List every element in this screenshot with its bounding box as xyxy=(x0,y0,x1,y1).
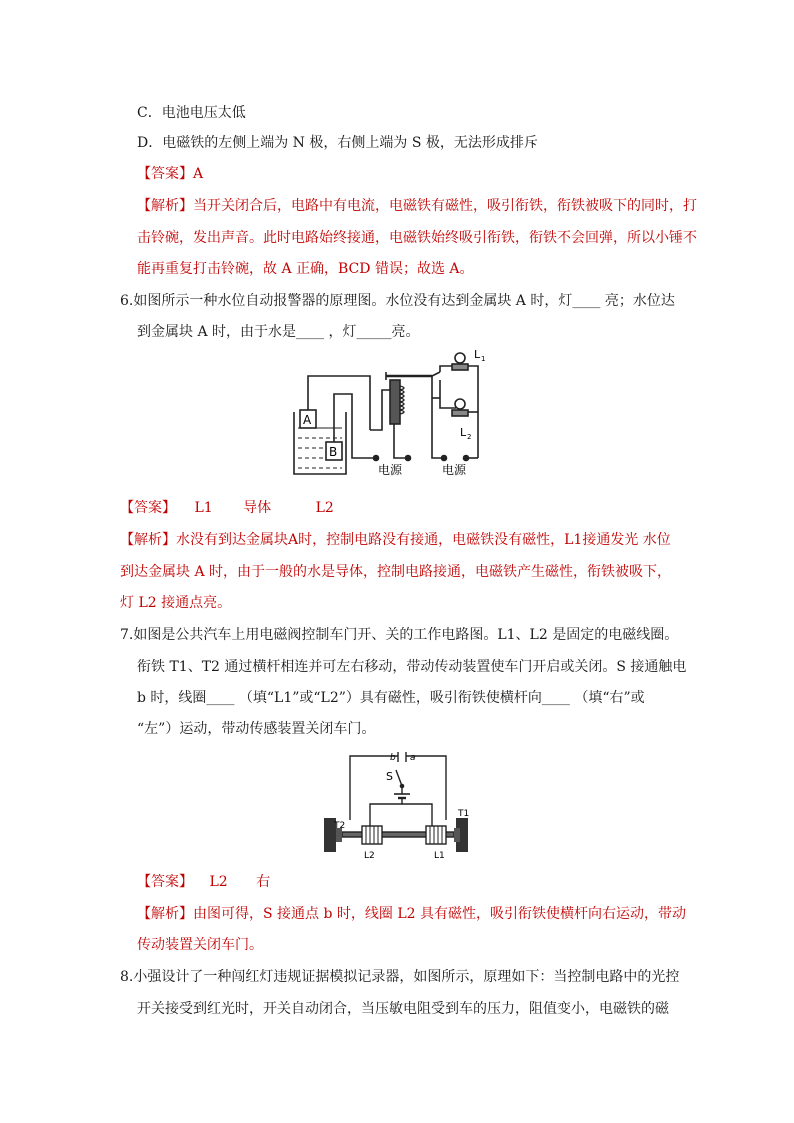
q7-question-line-4: “左”）运动，带动传感装置关闭车门。 xyxy=(137,721,376,737)
label-power-1: 电源 xyxy=(378,463,403,477)
analysis-tag: 【解析】 xyxy=(120,532,176,548)
q7-analysis-line-2: 传动装置关闭车门。 xyxy=(137,937,263,953)
q5-analysis-line-1 xyxy=(137,196,697,216)
analysis-tag: 【解析】 xyxy=(137,198,193,214)
q8-question-line-2: 开关接受到红光时，开关自动闭合，当压敏电阻受到车的压力，阻值变小，电磁铁的磁 xyxy=(137,1001,669,1017)
label-a: a xyxy=(410,753,416,763)
q7-question-line-2: 衔铁 T1、T2 通过横杆相连并可左右移动，带动传动装置使车门开启或关闭。S 接通触电 xyxy=(137,659,687,675)
door-valve-svg xyxy=(320,748,472,862)
analysis-text: 水没有到达金属块A时，控制电路没有接通，电磁铁没有磁性，L1接通发光 水位 xyxy=(176,532,671,548)
label-l2: L2 xyxy=(364,851,375,861)
option-d: D．电磁铁的左侧上端为 N 极，右侧上端为 S 极，无法形成排斥 xyxy=(137,135,538,151)
answer-value: A xyxy=(193,166,204,182)
label-l2: L xyxy=(460,426,467,439)
answer-value-1: L2 xyxy=(209,874,228,890)
q6-analysis-line-2: 到达金属块 A 时，由于一般的水是导体，控制电路接通，电磁铁产生磁性，衔铁被吸下， xyxy=(120,564,672,580)
q5-answer xyxy=(137,164,203,184)
label-l2-sub: 2 xyxy=(467,433,472,441)
q5-analysis-line-2: 击铃碗，发出声音。此时电路始终接通，电磁铁始终吸引衔铁，衔铁不会回弹，所以小锤不 xyxy=(137,230,697,246)
label-l1-sub: 1 xyxy=(481,355,486,363)
q7-analysis-line-1 xyxy=(137,904,686,924)
label-b: B xyxy=(329,445,338,459)
label-t2: T2 xyxy=(334,821,346,831)
q6-analysis-line-1 xyxy=(120,530,671,550)
water-alarm-diagram xyxy=(290,346,490,480)
analysis-tag: 【解析】 xyxy=(137,906,193,922)
option-c: C．电池电压太低 xyxy=(137,105,246,121)
answer-value-2: 导体 xyxy=(243,500,272,516)
q6-question-line-2: 到金属块 A 时，由于水是____ ，灯_____亮。 xyxy=(137,324,420,340)
answer-value-2: 右 xyxy=(256,874,271,890)
q7-answer xyxy=(137,872,270,892)
answer-value-3: L2 xyxy=(315,500,334,516)
q6-answer xyxy=(120,498,334,518)
answer-value-1: L1 xyxy=(194,500,213,516)
answer-tag: 【答案】 xyxy=(120,500,176,516)
q7-question-line-1: 7.如图是公共汽车上用电磁阀控制车门开、关的工作电路图。L1、L2 是固定的电磁线圈。 xyxy=(120,627,679,643)
q7-question-line-3: b 时，线圈____ （填“L1”或“L2”）具有磁性，吸引衔铁使横杆向____ （填“右”或 xyxy=(137,690,645,706)
analysis-text: 由图可得，S 接通点 b 时，线圈 L2 具有磁性，吸引衔铁使横杆向右运动，带动 xyxy=(193,906,687,922)
label-s: S xyxy=(386,770,393,783)
label-power-2: 电源 xyxy=(442,463,467,477)
answer-tag: 【答案】 xyxy=(137,874,193,890)
door-valve-diagram xyxy=(320,748,472,862)
answer-tag: 【答案】 xyxy=(137,166,193,182)
label-a: A xyxy=(303,413,312,427)
q8-question-line-1: 8.小强设计了一种闯红灯违规证据模拟记录器，如图所示，原理如下：当控制电路中的光控 xyxy=(120,969,680,985)
q6-analysis-line-3: 灯 L2 接通点亮。 xyxy=(120,595,232,611)
q6-question-line-1: 6.如图所示一种水位自动报警器的原理图。水位没有达到金属块 A 时，灯____ 亮；水位达 xyxy=(120,293,675,309)
label-l1: L1 xyxy=(434,851,445,861)
water-alarm-svg xyxy=(290,346,490,480)
label-l1: L xyxy=(474,348,481,361)
analysis-text: 当开关闭合后，电路中有电流，电磁铁有磁性，吸引衔铁，衔铁被吸下的同时，打 xyxy=(193,198,697,214)
q5-analysis-line-3: 能再重复打击铃碗，故 A 正确，BCD 错误；故选 A。 xyxy=(137,261,474,277)
label-b: b xyxy=(390,753,396,763)
label-t1: T1 xyxy=(458,809,470,819)
